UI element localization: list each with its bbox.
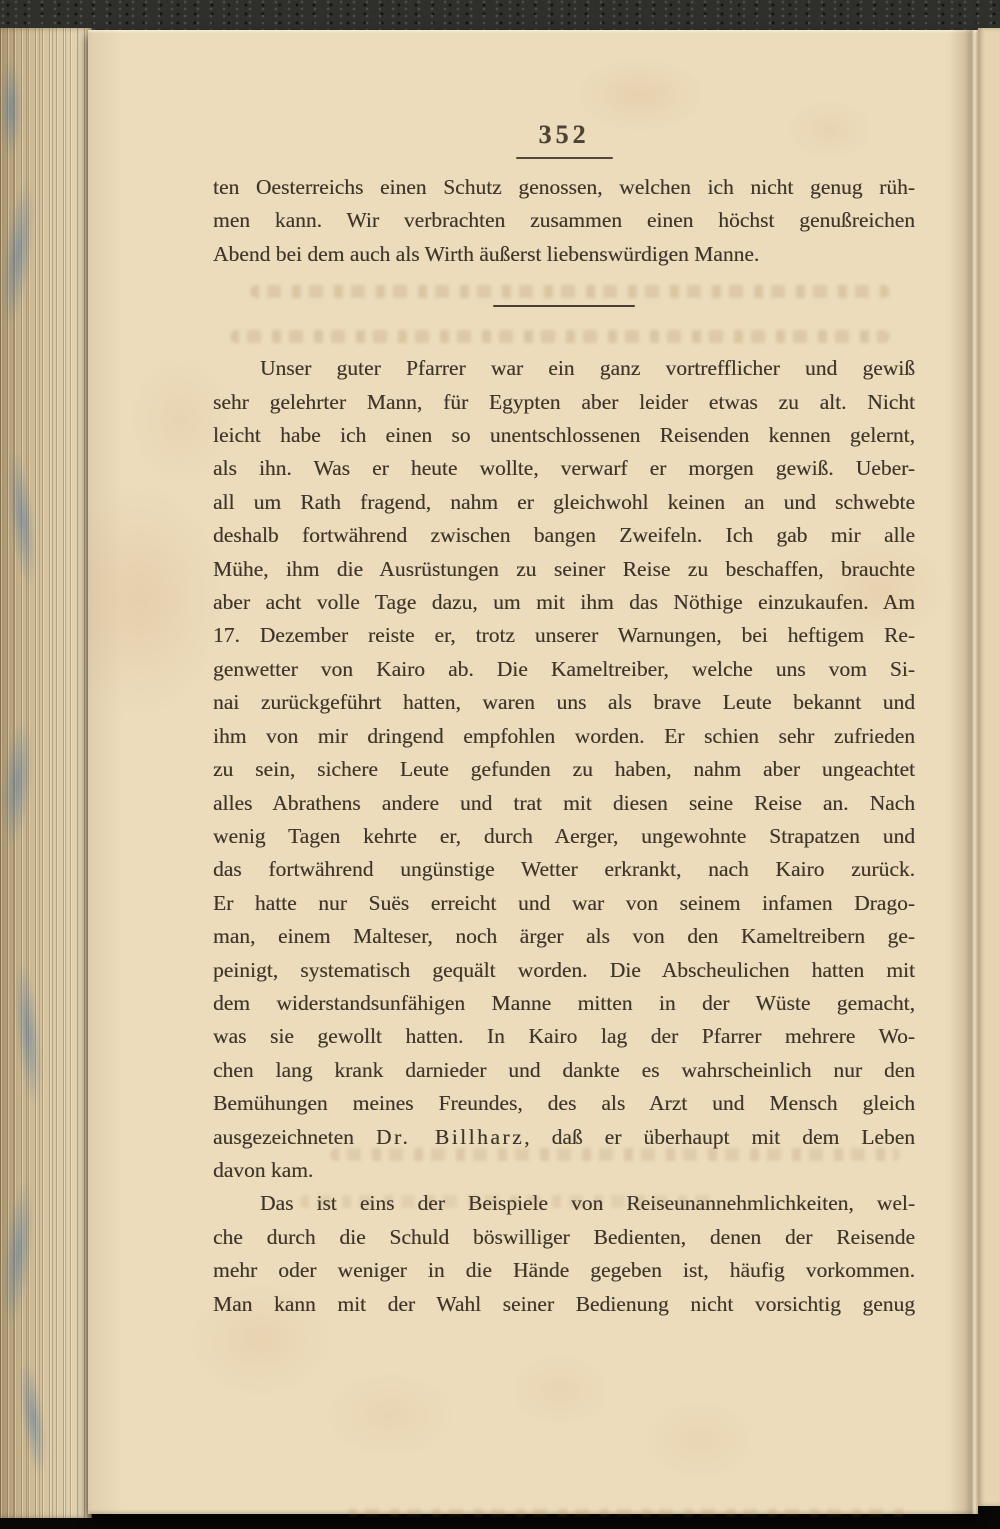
- person-name: Dr. Billharz: [375, 1124, 525, 1149]
- marble-stain: [0, 58, 22, 158]
- text-line: mehr oder weniger in die Hände gegeben ist, häufig vorkommen.: [213, 1258, 915, 1283]
- text-line: das fortwährend ungünstige Wetter erkrankt, nach Kairo zurück.: [213, 857, 915, 882]
- marble-stain: [0, 177, 41, 329]
- text-line: leicht habe ich einen so unentschlossenen Reisenden kennen gelernt,: [213, 423, 915, 448]
- text-line-billharz: [213, 1121, 915, 1154]
- text-line: Man kann mit der Wahl seiner Bedienung nicht vorsichtig genug: [213, 1291, 915, 1316]
- text-line: 17. Dezember reiste er, trotz unserer Warnungen, bei heftigem Re-: [213, 623, 915, 648]
- bleedthrough-smudge: [348, 1508, 908, 1516]
- text-line: Unser guter Pfarrer war ein ganz vortrefflicher und gewiß: [260, 356, 915, 381]
- paragraph-main: [213, 352, 915, 1187]
- text-block: [213, 120, 915, 1321]
- text-segment: ausgezeichneten: [213, 1124, 376, 1149]
- paragraph-last: [213, 1187, 915, 1321]
- adjacent-page-sliver: [978, 28, 1000, 1506]
- marble-stain: [3, 447, 42, 589]
- text-line: ten Oesterreichs einen Schutz genossen, welchen ich nicht genug rüh-: [213, 175, 915, 199]
- text-line: dem widerstandsunfähigen Manne mitten in der Wüste gemacht,: [213, 990, 915, 1015]
- text-line: wenig Tagen kehrte er, durch Aerger, ungewohnte Strapatzen und: [213, 823, 915, 848]
- text-line: che durch die Schuld böswilliger Bedienten, denen der Reisende: [213, 1224, 915, 1249]
- marble-stain: [15, 1357, 51, 1479]
- text-line: peinigt, systematisch gequält worden. Die Abscheulichen hatten mit: [213, 957, 915, 982]
- page-number: 352: [538, 120, 590, 149]
- text-line: davon kam.: [213, 1157, 314, 1182]
- paragraph-continuation: [213, 171, 915, 271]
- text-line: men kann. Wir verbrachten zusammen einen höchst genußreichen: [213, 208, 915, 233]
- gutter-crease: [950, 30, 978, 1514]
- text-line: genwetter von Kairo ab. Die Kameltreiber, welche uns vom Si-: [213, 656, 915, 681]
- section-separator: [493, 305, 635, 307]
- text-line: Abend bei dem auch als Wirth äußerst liebenswürdigen Manne.: [213, 241, 760, 266]
- text-line: chen lang krank darnieder und dankte es wahrscheinlich nur den: [213, 1057, 915, 1082]
- text-segment: , daß er überhaupt mit dem Leben: [524, 1124, 915, 1149]
- text-line: nai zurückgeführt hatten, waren uns als brave Leute bekannt und: [213, 690, 915, 715]
- page-number-rule: [516, 157, 613, 159]
- text-line: Er hatte nur Suës erreicht und war von seinem infamen Drago-: [213, 890, 915, 915]
- book-page: [88, 30, 978, 1514]
- text-line: alles Abrathens andere und trat mit diesen seine Reise an. Nach: [213, 790, 915, 815]
- book-cover: [0, 0, 1000, 30]
- text-line: deshalb fortwährend zwischen bangen Zweifeln. Ich gab mir alle: [213, 523, 915, 548]
- text-line: Das ist eins der Beispiele von Reiseunannehmlichkeiten, wel-: [260, 1191, 915, 1216]
- page-edge-stack: [0, 28, 92, 1518]
- text-line: ihm von mir dringend empfohlen worden. Er schien sehr zufrieden: [213, 723, 915, 748]
- marble-stain: [0, 1177, 40, 1329]
- page-header: [213, 120, 915, 158]
- text-line: Bemühungen meines Freundes, des als Arzt und Mensch gleich: [213, 1091, 915, 1116]
- marble-stain: [0, 717, 38, 849]
- text-line: man, einem Malteser, noch ärger als von den Kameltreibern ge-: [213, 924, 915, 949]
- text-line: Mühe, ihm die Ausrüstungen zu seiner Reise zu beschaffen, brauchte: [213, 556, 915, 581]
- text-line: all um Rath fragend, nahm er gleichwohl keinen an und schwebte: [213, 489, 915, 514]
- text-line: sehr gelehrter Mann, für Egypten aber leider etwas zu alt. Nicht: [213, 389, 915, 414]
- marble-stain: [10, 957, 47, 1109]
- text-line: was sie gewollt hatten. In Kairo lag der Pfarrer mehrere Wo-: [213, 1024, 915, 1049]
- text-line: zu sein, sichere Leute gefunden zu haben, nahm aber ungeachtet: [213, 757, 915, 782]
- text-line: aber acht volle Tage dazu, um mit ihm das Nöthige einzukaufen. Am: [213, 590, 915, 615]
- text-line: als ihn. Was er heute wollte, verwarf er morgen gewiß. Ueber-: [213, 456, 915, 481]
